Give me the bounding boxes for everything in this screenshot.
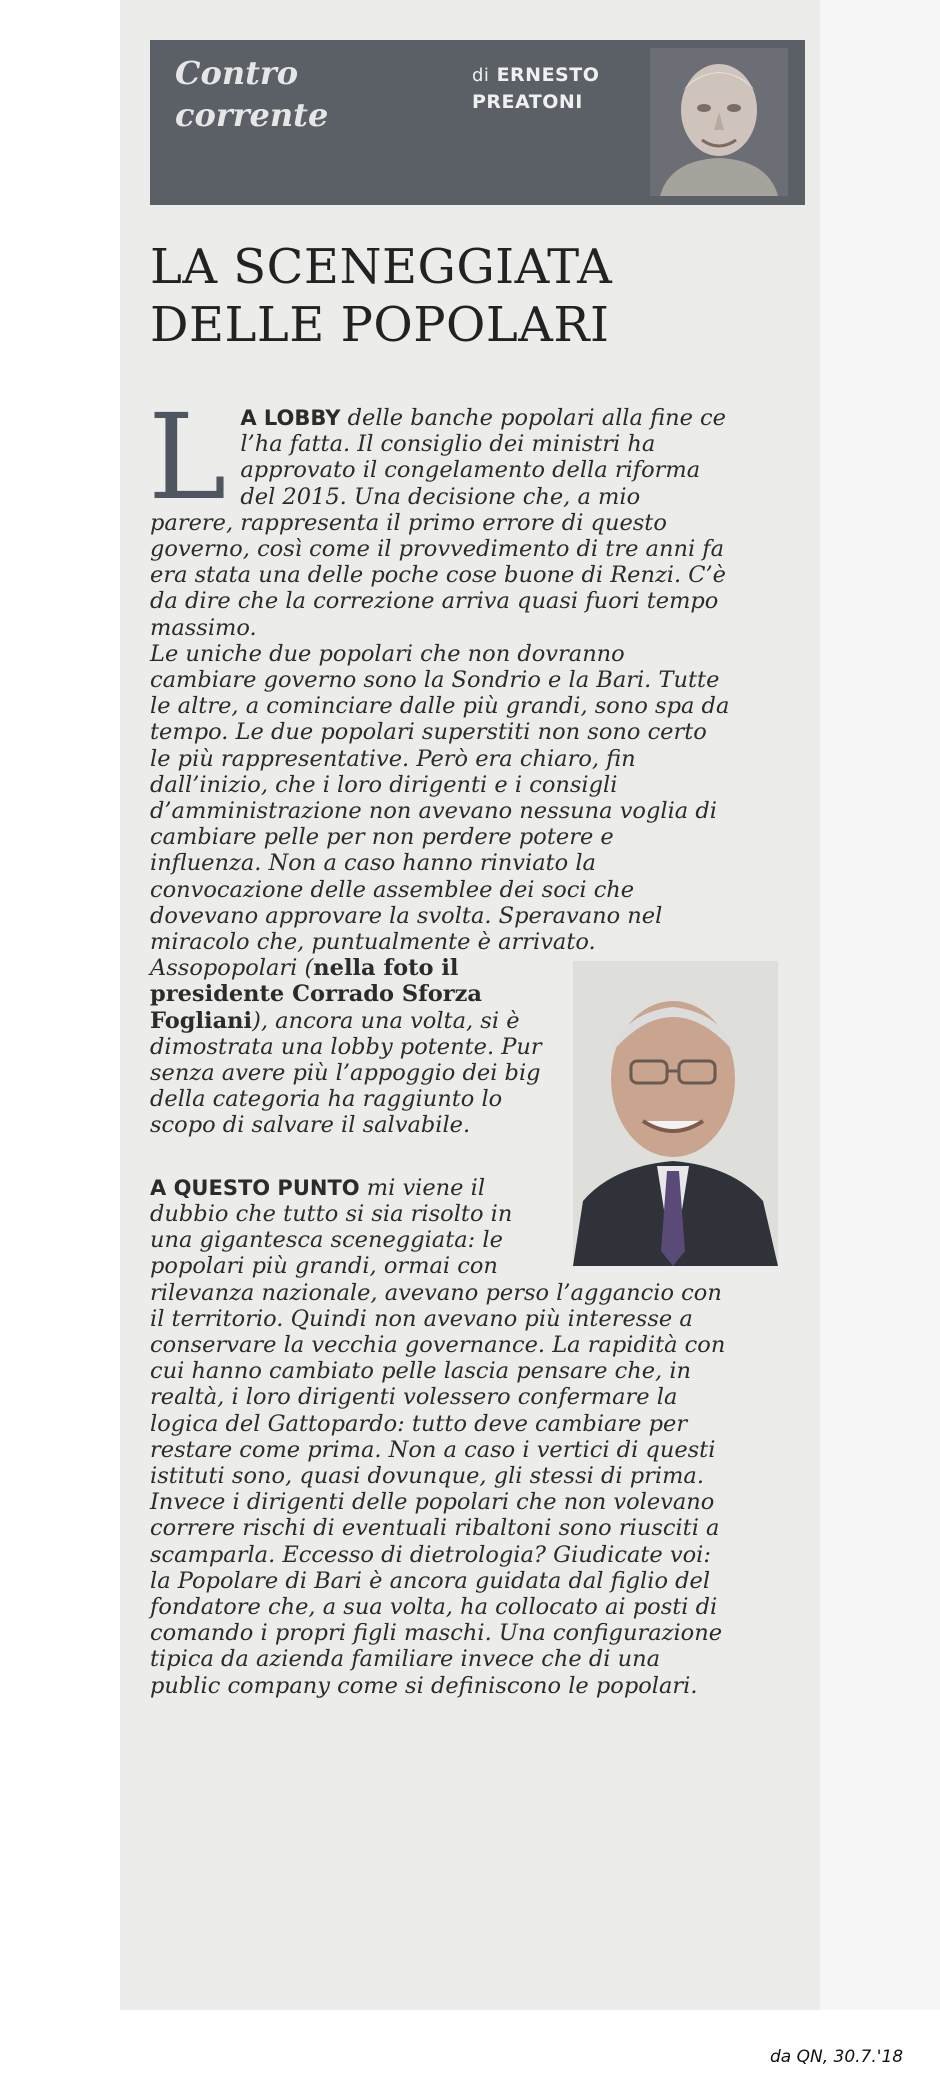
author-photo — [650, 48, 788, 196]
paragraph-1-text: delle banche popolari alla fine ce l’ha fatta. Il consiglio dei ministri ha approvato il congelamento della riforma del 2015. Una decisione che, a mio parere, rappresenta il primo errore di questo governo, così come il provvedimento di tre anni fa era stata una delle poche cose buone di Renzi. C’è da dire che la correzione arriva quasi fuori tempo massimo. — [150, 405, 726, 641]
paragraph-3-text-a: Assopopolari ( — [150, 955, 314, 982]
lead-in: A LOBBY — [240, 406, 341, 430]
headline-line2: DELLE POPOLARI — [150, 297, 610, 353]
paragraph-2 — [150, 641, 730, 955]
headline — [150, 238, 800, 354]
paragraph-1 — [148, 388, 730, 641]
president-photo-image — [573, 961, 778, 1266]
inline-photo — [573, 961, 778, 1266]
column-title-line1: Contro — [175, 54, 299, 92]
lead-in-2: A QUESTO PUNTO — [150, 1175, 360, 1200]
paragraph-2-text: Le uniche due popolari che non dovranno cambiare governo sono la Sondrio e la Bari. Tutte le altre, a cominciare dalle più grandi, sono spa da tempo. Le due popolari superstiti non sono certo le più rappresentative. Però era chiaro, fin dall’inizio, che i loro dirigenti e i consigli d’amministrazione non avevano nessuna voglia di cambiare pelle per non perdere potere e influenza. Non a caso hanno rinviato la convocazione delle assemblee dei soci che dovevano approvare la svolta. Speravano nel miracolo che, puntualmente è arrivato. — [150, 640, 730, 956]
source-note: da QN, 30.7.'18 — [770, 2047, 904, 2067]
photo-caption: nella foto il presidente Corrado Sforza Fogliani — [150, 955, 482, 1034]
column-header — [150, 40, 805, 205]
drop-cap: L — [148, 388, 227, 526]
column-title-line2: corrente — [175, 96, 329, 134]
page-margin-left — [0, 0, 120, 2010]
author-portrait-image — [650, 48, 788, 196]
adjacent-article-bleed — [818, 0, 940, 2010]
author-prefix: di — [472, 65, 490, 86]
author-first-name: ERNESTO — [496, 64, 600, 86]
author-byline — [472, 62, 662, 115]
article-body — [148, 388, 730, 1699]
author-last-name: PREATONI — [472, 91, 583, 113]
paragraph-3 — [150, 955, 730, 1138]
headline-line1: LA SCENEGGIATA — [150, 239, 613, 295]
paragraph-3-text-b: ), ancora una volta, si è dimostrata una lobby potente. Pur senza avere più l’appoggio dei big della categoria ha raggiunto lo scopo di salvare il salvabile. — [150, 1007, 542, 1139]
column-title — [175, 52, 328, 136]
paragraph-4-text: mi viene il dubbio che tutto si sia risolto in una gigantesca sceneggiata: le popolari più grandi, ormai con rilevanza nazionale, avevano perso l’aggancio con il territorio. Quindi non avevano più interesse a conservare la vecchia governance. La rapidità con cui hanno cambiato pelle lascia pensare che, in realtà, i loro dirigenti volessero confermare la logica del Gattopardo: tutto deve cambiare per restare come prima. Non a caso i vertici di questi istituti sono, quasi dovunque, gli stessi di prima. Invece i dirigenti delle popolari che non volevano correre rischi di eventuali ribaltoni sono riusciti a scamparla. Eccesso di dietrologia? Giudicate voi: la Popolare di Bari è ancora guidata dal figlio del fondatore che, a sua volta, ha collocato ai posti di comando i propri figli maschi. Una configurazione tipica da azienda familiare invece che di una public company come si definiscono le popolari. — [150, 1174, 726, 1699]
